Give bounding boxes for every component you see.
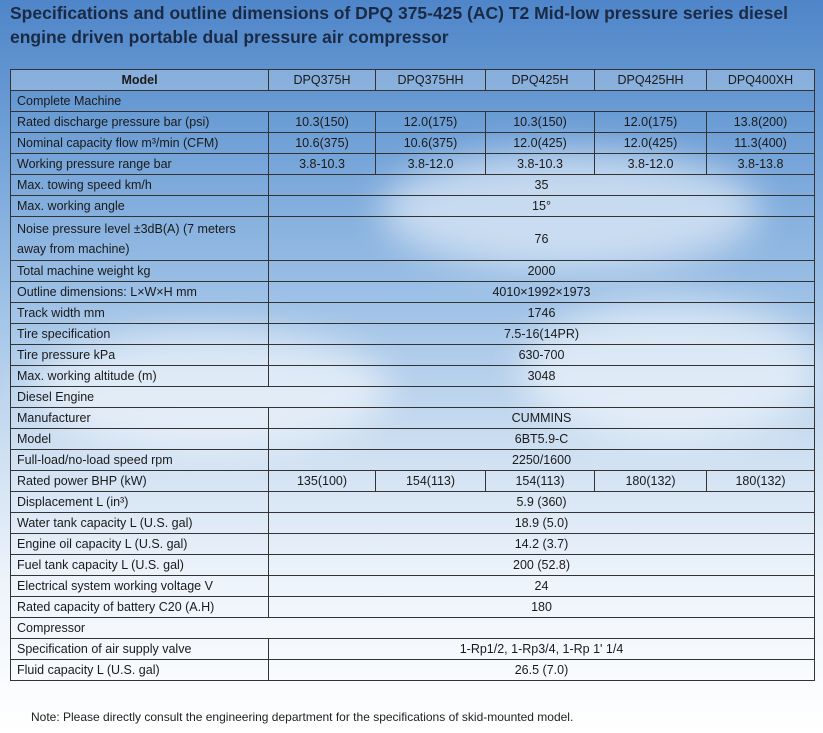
section-title-compressor: Compressor [11, 618, 815, 639]
row-label: Full-load/no-load speed rpm [11, 450, 269, 471]
table-row [11, 534, 815, 555]
cell-value: 3.8-10.3 [486, 154, 595, 175]
table-row [11, 324, 815, 345]
table-row [11, 217, 815, 261]
cell-value: 180(132) [707, 471, 815, 492]
model-name: DPQ375HH [376, 70, 486, 91]
table-row [11, 345, 815, 366]
table-row [11, 471, 815, 492]
row-label: Track width mm [11, 303, 269, 324]
row-label: Tire specification [11, 324, 269, 345]
row-label: Max. working altitude (m) [11, 366, 269, 387]
cell-value: 18.9 (5.0) [269, 513, 815, 534]
cell-value: 6BT5.9-C [269, 429, 815, 450]
cell-value: 76 [269, 217, 815, 261]
table-row [11, 513, 815, 534]
model-name: DPQ400XH [707, 70, 815, 91]
row-label: Working pressure range bar [11, 154, 269, 175]
row-label: Rated discharge pressure bar (psi) [11, 112, 269, 133]
row-label: Rated capacity of battery C20 (A.H) [11, 597, 269, 618]
table-row [11, 597, 815, 618]
section-title-complete-machine: Complete Machine [11, 91, 815, 112]
row-label: Specification of air supply valve [11, 639, 269, 660]
model-name: DPQ425H [486, 70, 595, 91]
table-row [11, 133, 815, 154]
row-label: Total machine weight kg [11, 261, 269, 282]
cell-value: 3.8-10.3 [269, 154, 376, 175]
table-row [11, 555, 815, 576]
table-row [11, 576, 815, 597]
table-row [11, 154, 815, 175]
cell-value: 11.3(400) [707, 133, 815, 154]
page-title: Specifications and outline dimensions of DPQ 375-425 (AC) T2 Mid-low pressure series diesel engine driven portable dual pressure air compressor [10, 3, 788, 47]
cell-value: 180(132) [595, 471, 707, 492]
cell-value: CUMMINS [269, 408, 815, 429]
cell-value: 3048 [269, 366, 815, 387]
section-row [11, 91, 815, 112]
model-name: DPQ375H [269, 70, 376, 91]
table-header-row [11, 70, 815, 91]
row-label: Displacement L (in³) [11, 492, 269, 513]
cell-value: 1746 [269, 303, 815, 324]
model-header: Model [11, 70, 269, 91]
spec-table [10, 69, 815, 681]
section-row [11, 618, 815, 639]
cell-value: 26.5 (7.0) [269, 660, 815, 681]
row-label: Nominal capacity flow m³/min (CFM) [11, 133, 269, 154]
cell-value: 200 (52.8) [269, 555, 815, 576]
cell-value: 10.3(150) [486, 112, 595, 133]
cell-value: 154(113) [486, 471, 595, 492]
cell-value: 13.8(200) [707, 112, 815, 133]
row-label: Model [11, 429, 269, 450]
cell-value: 3.8-13.8 [707, 154, 815, 175]
table-row [11, 303, 815, 324]
cell-value: 10.6(375) [376, 133, 486, 154]
cell-value: 180 [269, 597, 815, 618]
model-name: DPQ425HH [595, 70, 707, 91]
row-label: Fuel tank capacity L (U.S. gal) [11, 555, 269, 576]
cell-value: 10.6(375) [269, 133, 376, 154]
cell-value: 1-Rp1/2, 1-Rp3/4, 1-Rp 1' 1/4 [269, 639, 815, 660]
cell-value: 5.9 (360) [269, 492, 815, 513]
cell-value: 154(113) [376, 471, 486, 492]
table-row [11, 660, 815, 681]
table-row [11, 366, 815, 387]
row-label: Noise pressure level ±3dB(A) (7 meters away from machine) [11, 217, 269, 261]
row-label: Max. towing speed km/h [11, 175, 269, 196]
cell-value: 630-700 [269, 345, 815, 366]
cell-value: 3.8-12.0 [595, 154, 707, 175]
table-row [11, 408, 815, 429]
cell-value: 12.0(175) [376, 112, 486, 133]
table-row [11, 429, 815, 450]
row-label: Rated power BHP (kW) [11, 471, 269, 492]
cell-value: 2000 [269, 261, 815, 282]
cell-value: 35 [269, 175, 815, 196]
row-label: Water tank capacity L (U.S. gal) [11, 513, 269, 534]
row-label: Outline dimensions: L×W×H mm [11, 282, 269, 303]
row-label: Tire pressure kPa [11, 345, 269, 366]
footnote: Note: Please directly consult the engineering department for the specifications of skid-mounted model. [31, 710, 574, 724]
cell-value: 4010×1992×1973 [269, 282, 815, 303]
cell-value: 15° [269, 196, 815, 217]
cell-value: 10.3(150) [269, 112, 376, 133]
cell-value: 14.2 (3.7) [269, 534, 815, 555]
table-row [11, 175, 815, 196]
row-label: Electrical system working voltage V [11, 576, 269, 597]
cell-value: 3.8-12.0 [376, 154, 486, 175]
section-title-diesel-engine: Diesel Engine [11, 387, 815, 408]
table-row [11, 282, 815, 303]
row-label: Manufacturer [11, 408, 269, 429]
cell-value: 12.0(425) [486, 133, 595, 154]
table-row [11, 450, 815, 471]
table-row [11, 196, 815, 217]
cell-value: 12.0(425) [595, 133, 707, 154]
table-row [11, 112, 815, 133]
table-row [11, 261, 815, 282]
cell-value: 7.5-16(14PR) [269, 324, 815, 345]
section-row [11, 387, 815, 408]
table-row [11, 639, 815, 660]
cell-value: 2250/1600 [269, 450, 815, 471]
cell-value: 24 [269, 576, 815, 597]
row-label: Max. working angle [11, 196, 269, 217]
table-row [11, 492, 815, 513]
cell-value: 12.0(175) [595, 112, 707, 133]
row-label: Fluid capacity L (U.S. gal) [11, 660, 269, 681]
cell-value: 135(100) [269, 471, 376, 492]
row-label: Engine oil capacity L (U.S. gal) [11, 534, 269, 555]
